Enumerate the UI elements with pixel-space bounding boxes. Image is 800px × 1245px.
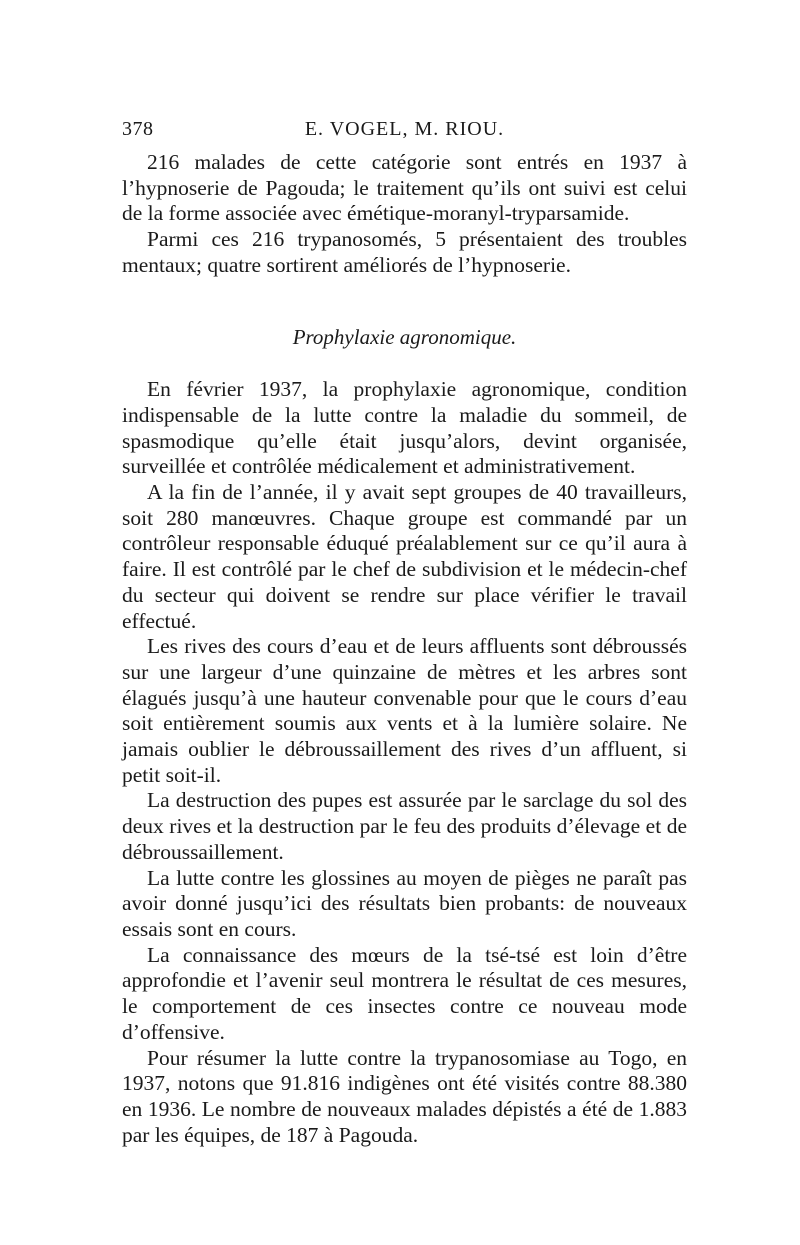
paragraph: La destruction des pupes est assurée par le sarclage du sol des deux rives et la destruction par le feu des produits d’élevage et de débroussaillement. [122,788,687,864]
page-number: 378 [122,118,154,140]
paragraph: 216 malades de cette catégorie sont entrés en 1937 à l’hypnoserie de Pagouda; le traitement qu’ils ont suivi est celui de la forme associée avec émétique-moranyl-tryparsamide. [122,150,687,226]
page-header [122,118,687,148]
body-text [122,150,687,1148]
paragraph: Parmi ces 216 trypanosomés, 5 présentaient des troubles mentaux; quatre sortirent améliorés de l’hypnoserie. [122,227,687,277]
paragraph: Les rives des cours d’eau et de leurs affluents sont débroussés sur une largeur d’une quinzaine de mètres et les arbres sont élagués jusqu’à une hauteur convenable pour que le cours d’eau soit entièrement soumis aux vents et à la lumière solaire. Ne jamais oublier le débroussaillement des rives d’un affluent, si petit soit-il. [122,634,687,787]
paragraph: A la fin de l’année, il y avait sept groupes de 40 travailleurs, soit 280 manœuvres. Chaque groupe est commandé par un contrôleur responsable éduqué préalablement sur ce qu’il aura à faire. Il est contrôlé par le chef de subdivision et le médecin-chef du secteur qui doivent se rendre sur place vérifier le travail effectué. [122,480,687,633]
paragraph: Pour résumer la lutte contre la trypanosomiase au Togo, en 1937, notons que 91.816 indigènes ont été visités contre 88.380 en 1936. Le nombre de nouveaux malades dépistés a été de 1.883 par les équipes, de 187 à Pagouda. [122,1045,687,1147]
running-head: E. VOGEL, M. RIOU. [304,118,505,140]
paragraph: En février 1937, la prophylaxie agronomique, condition indispensable de la lutte contre la maladie du sommeil, de spasmodique qu’elle était jusqu’alors, devint organisée, surveillée et contrôlée médicalement et administrativement. [122,377,687,479]
section-heading: Prophylaxie agronomique. [292,324,517,349]
paragraph: La lutte contre les glossines au moyen de pièges ne paraît pas avoir donné jusqu’ici des résultats bien probants: de nouveaux essais sont en cours. [122,865,687,941]
paragraph: La connaissance des mœurs de la tsé-tsé est loin d’être approfondie et l’avenir seul montrera le résultat de ces mesures, le comportement de ces insectes contre ce nouveau mode d’offensive. [122,942,687,1044]
